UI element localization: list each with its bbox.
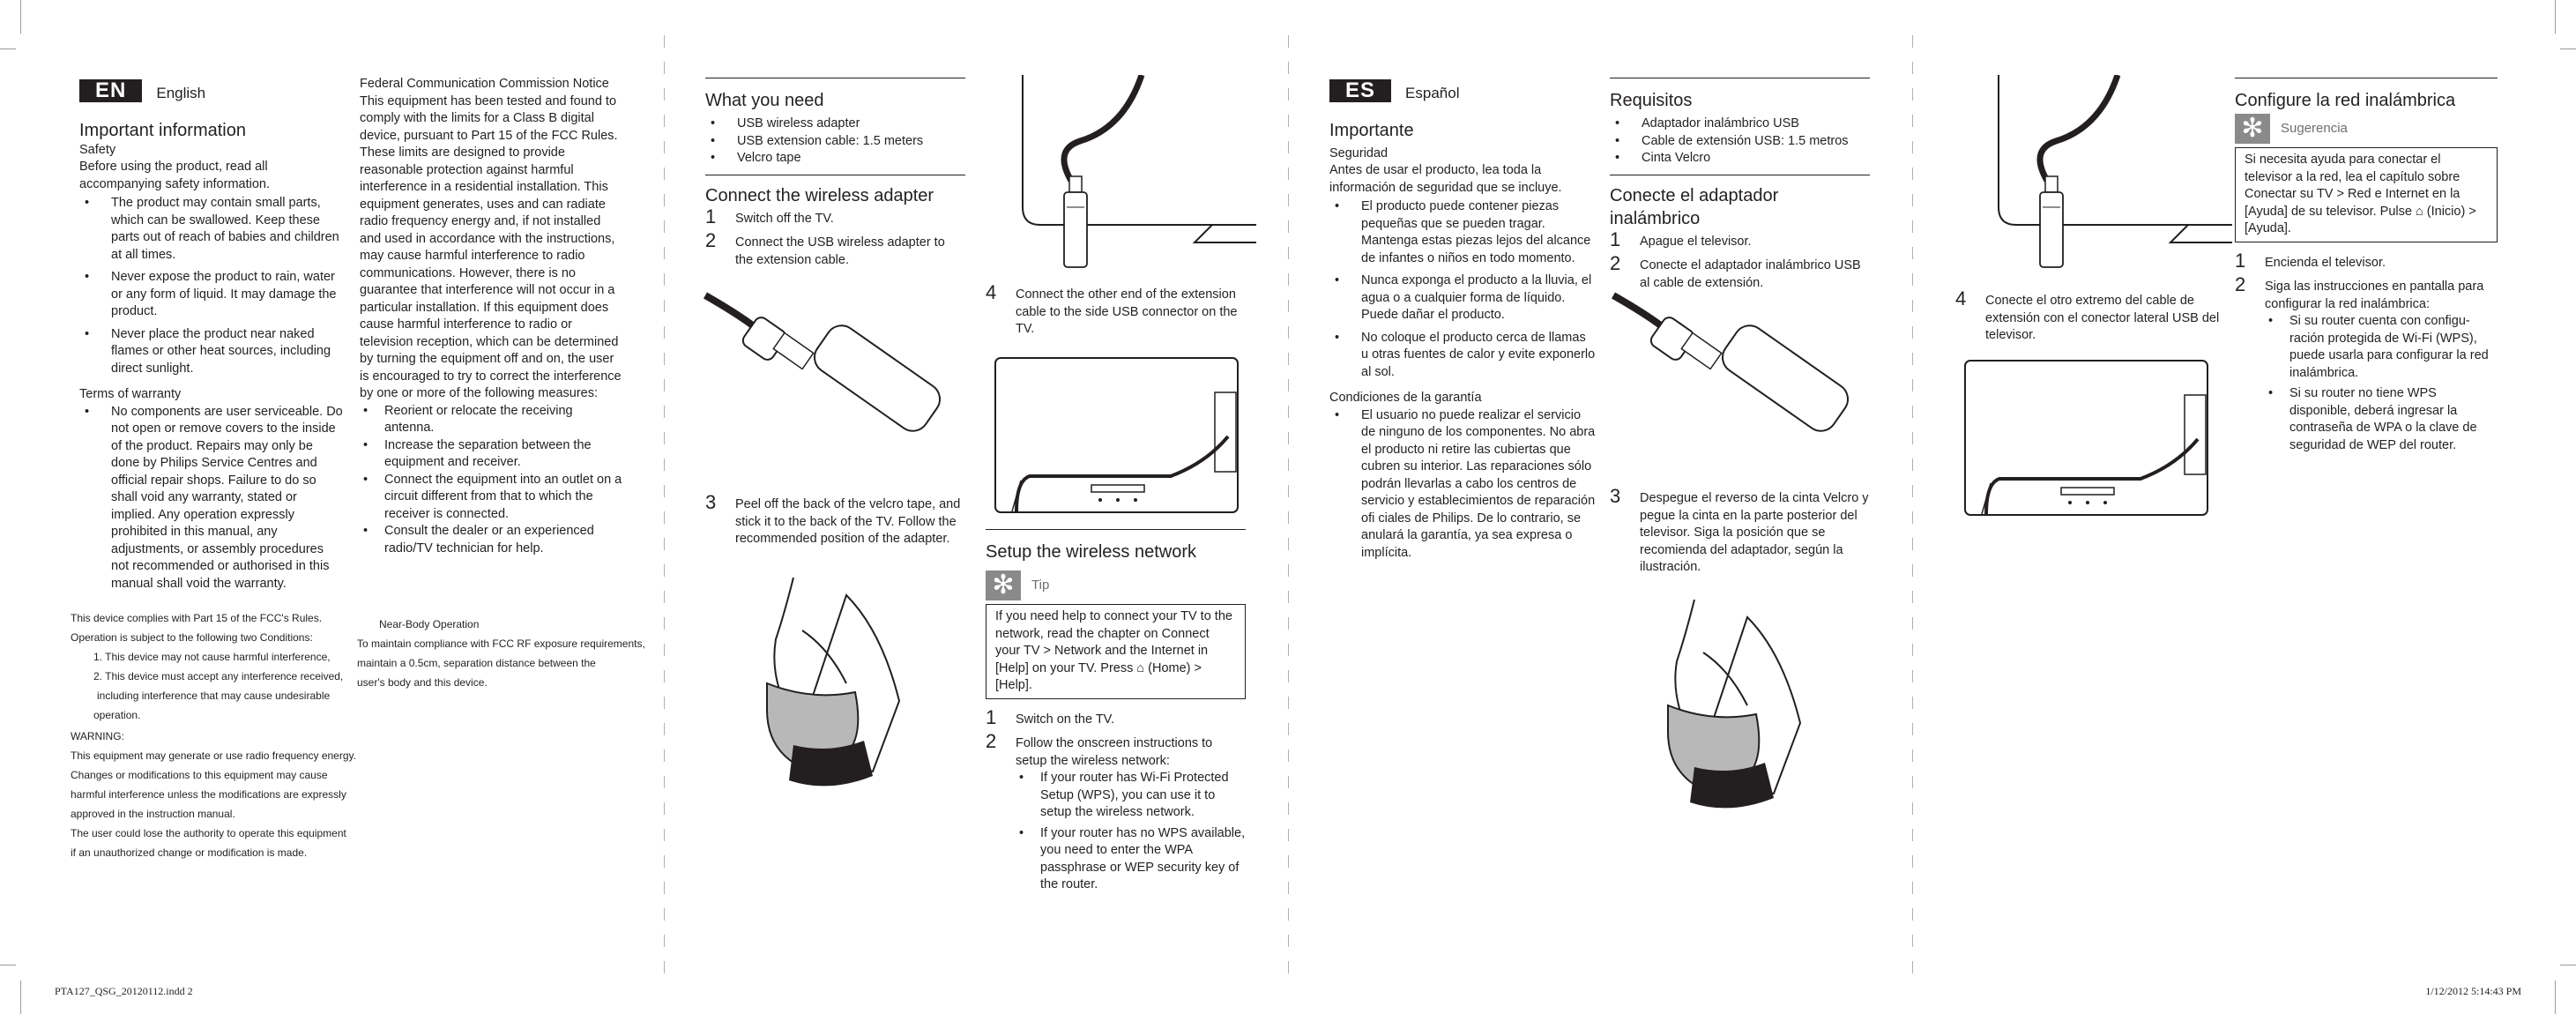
need-list xyxy=(1610,116,1870,168)
es-info-column xyxy=(1329,0,1596,562)
step-1: 1 Switch off the TV. xyxy=(705,205,834,227)
safety-heading: Safety xyxy=(79,142,116,157)
nearbody-line: maintain a 0.5cm, separation distance between the xyxy=(357,657,596,669)
step-2: 2 Conecte el adaptador inalámbrico USB al cable de extensión. xyxy=(1610,252,1861,290)
warranty-list xyxy=(1329,407,1596,563)
important-title: Importante xyxy=(1329,120,1414,140)
warning-line: approved in the instruction manual. xyxy=(71,808,235,820)
condition-line: 2. This device must accept any interference received, xyxy=(93,670,344,682)
need-title: Requisitos xyxy=(1610,91,1693,110)
en-info-column xyxy=(79,0,344,593)
footer-file-name: PTA127_QSG_20120112.indd 2 xyxy=(55,985,193,997)
need-title: What you need xyxy=(705,91,824,110)
crop-mark xyxy=(0,965,16,966)
compliance-line: This device complies with Part 15 of the FCC's Rules. xyxy=(71,612,323,624)
compliance-block xyxy=(71,608,370,862)
tip-box xyxy=(986,604,1246,699)
footer-timestamp: 1/12/2012 5:14:43 PM xyxy=(2425,985,2521,997)
list-item: • El producto puede contener piezas pequeñas que se pueden tragar. Mantenga estas piezas lejos del alcance de infantes o niños en todo momento. xyxy=(1329,198,1596,267)
list-item: • If your router has no WPS available, you need to enter the WPA passphrase or WEP security key of the router. xyxy=(1016,825,1246,894)
important-title: Important information xyxy=(79,120,246,140)
list-item: • Cinta Velcro xyxy=(1610,150,1870,168)
crop-mark xyxy=(20,0,21,34)
compliance-line: Operation is subject to the following two Conditions: xyxy=(71,631,313,644)
step-4: 4 Conecte el otro extremo del cable de extensión con el conector lateral USB del televisor. xyxy=(1955,287,2220,342)
tip-header xyxy=(2235,114,2498,144)
language-name: English xyxy=(156,85,206,102)
condition-line: including interference that may cause undesirable xyxy=(97,690,331,702)
list-item: • Velcro tape xyxy=(705,150,965,168)
tip-icon: ✻ xyxy=(986,570,1021,600)
list-item: • Increase the separation between the equipment and receiver. xyxy=(360,437,624,472)
safety-intro: Antes de usar el producto, lea toda la información de seguridad que se incluye. xyxy=(1329,163,1562,195)
fcc-heading: Federal Communication Commission Notice xyxy=(360,77,609,91)
velcro-hand-illustration xyxy=(1642,600,1818,820)
connect-title: Conecte el adaptador inalámbrico xyxy=(1610,185,1779,228)
list-item: • Consult the dealer or an experienced radio/TV technician for help. xyxy=(360,523,624,557)
tv-corner-illustration xyxy=(1994,75,2232,287)
tv-corner-illustration xyxy=(1018,75,1256,287)
tip-label: Sugerencia xyxy=(2281,121,2348,137)
condition-line: 1. This device may not cause harmful interference, xyxy=(93,651,331,663)
list-item: • Reorient or relocate the receiving antenna. xyxy=(360,403,624,437)
step-2: 2 Connect the USB wireless adapter to the extension cable. xyxy=(705,229,945,267)
nearbody-line: user's body and this device. xyxy=(357,676,488,689)
step-4: 4 Connect the other end of the extension cable to the side USB connector on the TV. xyxy=(986,281,1238,336)
setup-step-1: 1 Encienda el televisor. xyxy=(2235,249,2386,272)
crop-mark xyxy=(2560,965,2576,966)
es-setup-column-2 xyxy=(2235,0,2498,454)
warning-line: harmful interference unless the modifications are expressly xyxy=(71,788,346,801)
list-item: • Adaptador inalámbrico USB xyxy=(1610,116,1870,133)
setup-step-2: 2 Follow the onscreen instructions to setup the wireless network: xyxy=(986,730,1213,768)
warning-label: WARNING: xyxy=(71,730,124,742)
fcc-measures-list xyxy=(360,403,624,558)
crop-mark xyxy=(2555,980,2556,1014)
nearbody-title: Near-Body Operation xyxy=(379,618,480,630)
warning-line: Changes or modifications to this equipment may cause xyxy=(71,769,328,781)
condition-line: operation. xyxy=(93,709,141,721)
fcc-body: This equipment has been tested and found to comply with the limits for a Class B digital device, pursuant to Part 15 of the FCC Rules. These limits are designed to provide reasonable protection against harmful interference in a residential installation. This equipment generates, uses and can radiate radio frequency energy and, if not installed and used in accordance with the instructions, may cause harmful interference to radio communications. However, there is no guarantee that interference will not occur in a particular installation. If this equipment does cause harmful interference to radio or television reception, which can be determined by turning the equipment off and on, the user is encouraged to try to correct the interference by one or more of the following measures: xyxy=(360,93,622,400)
list-item: • Cable de extensión USB: 1.5 metros xyxy=(1610,133,1870,151)
setup-list xyxy=(2265,313,2498,454)
tip-icon: ✻ xyxy=(2235,114,2270,144)
tip-label: Tip xyxy=(1031,578,1050,593)
tip-text: If you need help to connect your TV to the network, read the chapter on Connect your TV > Network and the Internet in [Help] on your TV. Press ⌂ (Home) > [Help]. xyxy=(995,609,1232,692)
velcro-hand-illustration xyxy=(741,578,917,798)
need-list xyxy=(705,116,965,168)
list-item: • Connect the equipment into an outlet on a circuit different from that to which the receiver is connected. xyxy=(360,472,624,524)
list-item: • Si su router cuenta con configu-ración protegida de Wi-Fi (WPS), puede usarla para configurar la red inalámbrica. xyxy=(2265,313,2498,382)
tip-header xyxy=(986,570,1246,600)
list-item: • Never expose the product to rain, water or any form of liquid. It may damage the product. xyxy=(79,269,344,321)
warranty-heading: Terms of warranty xyxy=(79,387,182,401)
setup-step-2: 2 Siga las instrucciones en pantalla para configurar la red inalámbrica: xyxy=(2235,273,2484,311)
fold-line xyxy=(1288,35,1289,979)
list-item: • USB wireless adapter xyxy=(705,116,965,133)
crop-mark xyxy=(20,980,21,1014)
tv-back-illustration xyxy=(994,357,1241,516)
warning-line: The user could lose the authority to operate this equipment xyxy=(71,827,346,839)
step-3: 3 Peel off the back of the velcro tape, and stick it to the back of the TV. Follow the recommended position of the adapter. xyxy=(705,491,961,546)
crop-mark xyxy=(0,48,16,49)
setup-title: Setup the wireless network xyxy=(986,542,1197,562)
list-item: • No components are user serviceable. Do not open or remove covers to the inside of the product. Repairs may only be done by Philips Service Centres and official repair shops. Failure to do so shall void any warranty, stated or implied. Any operation expressly prohibited in this manual, any adjustments, or assembly procedures not recommended or authorised in this manual shall void the warranty. xyxy=(79,404,344,593)
safety-list xyxy=(1329,198,1596,381)
warranty-heading: Condiciones de la garantía xyxy=(1329,391,1482,405)
safety-intro: Before using the product, read all accompanying safety information. xyxy=(79,160,270,191)
step-3: 3 Despegue el reverso de la cinta Velcro y pegue la cinta en la parte posterior del televisor. Siga la posición que se recomienda del adaptador, según la ilustración. xyxy=(1610,485,1869,574)
connect-title: Connect the wireless adapter xyxy=(705,185,934,205)
safety-list xyxy=(79,195,344,377)
warning-line: if an unauthorized change or modification is made. xyxy=(71,846,308,859)
language-name: Español xyxy=(1405,85,1460,102)
list-item: • Never place the product near naked flames or other heat sources, including direct sunlight. xyxy=(79,326,344,378)
nearbody-block xyxy=(357,615,666,692)
list-item: • Nunca exponga el producto a la lluvia, el agua o a cualquier forma de líquido. Puede dañar el producto. xyxy=(1329,272,1596,324)
crop-mark xyxy=(2555,0,2556,34)
warranty-list xyxy=(79,404,344,593)
safety-heading: Seguridad xyxy=(1329,145,1389,160)
es-setup-column-1 xyxy=(1610,0,1870,292)
language-badge: ES xyxy=(1329,79,1391,102)
list-item: • No coloque el producto cerca de llamas u otras fuentes de calor y evite exponerlo al sol. xyxy=(1329,330,1596,382)
list-item: • USB extension cable: 1.5 meters xyxy=(705,133,965,151)
list-item: • The product may contain small parts, which can be swallowed. Keep these parts out of reach of babies and children at all times. xyxy=(79,195,344,264)
fcc-column xyxy=(360,0,624,557)
setup-list xyxy=(1016,770,1246,894)
warning-line: This equipment may generate or use radio frequency energy. xyxy=(71,749,356,762)
list-item: • If your router has Wi-Fi Protected Setup (WPS), you can use it to setup the wireless network. xyxy=(1016,770,1246,822)
nearbody-line: To maintain compliance with FCC RF exposure requirements, xyxy=(357,637,645,650)
list-item: • El usuario no puede realizar el servicio de ninguno de los componentes. No abra el producto ni retire las cubiertas que cubren su interior. Las reparaciones sólo podrán llevarlas a cabo los centros de servicio y establecimientos de reparación ofi ciales de Philips. De lo contrario, se anulará la garantía, ya sea expresa o implícita. xyxy=(1329,407,1596,563)
adapter-cable-illustration xyxy=(701,287,965,507)
setup-step-1: 1 Switch on the TV. xyxy=(986,705,1115,728)
language-badge: EN xyxy=(79,79,142,102)
setup-title: Configure la red inalámbrica xyxy=(2235,91,2456,110)
tip-box xyxy=(2235,147,2498,242)
crop-mark xyxy=(2560,48,2576,49)
fold-line xyxy=(1912,35,1913,979)
adapter-cable-illustration xyxy=(1609,287,1873,507)
tip-text: Si necesita ayuda para conectar el televisor a la red, lea el capítulo sobre Conectar su TV > Red e Internet en la [Ayuda] de su televisor. Pulse ⌂ (Inicio) > [Ayuda]. xyxy=(2245,153,2476,235)
en-setup-column-1 xyxy=(705,0,965,269)
list-item: • Si su router no tiene WPS disponible, deberá ingresar la contraseña de WPA o la clave de seguridad de WEP del router. xyxy=(2265,385,2498,454)
tv-back-illustration xyxy=(1964,360,2211,518)
fold-line xyxy=(664,35,665,979)
en-setup-column-2 xyxy=(986,529,1246,894)
step-1: 1 Apague el televisor. xyxy=(1610,227,1752,250)
